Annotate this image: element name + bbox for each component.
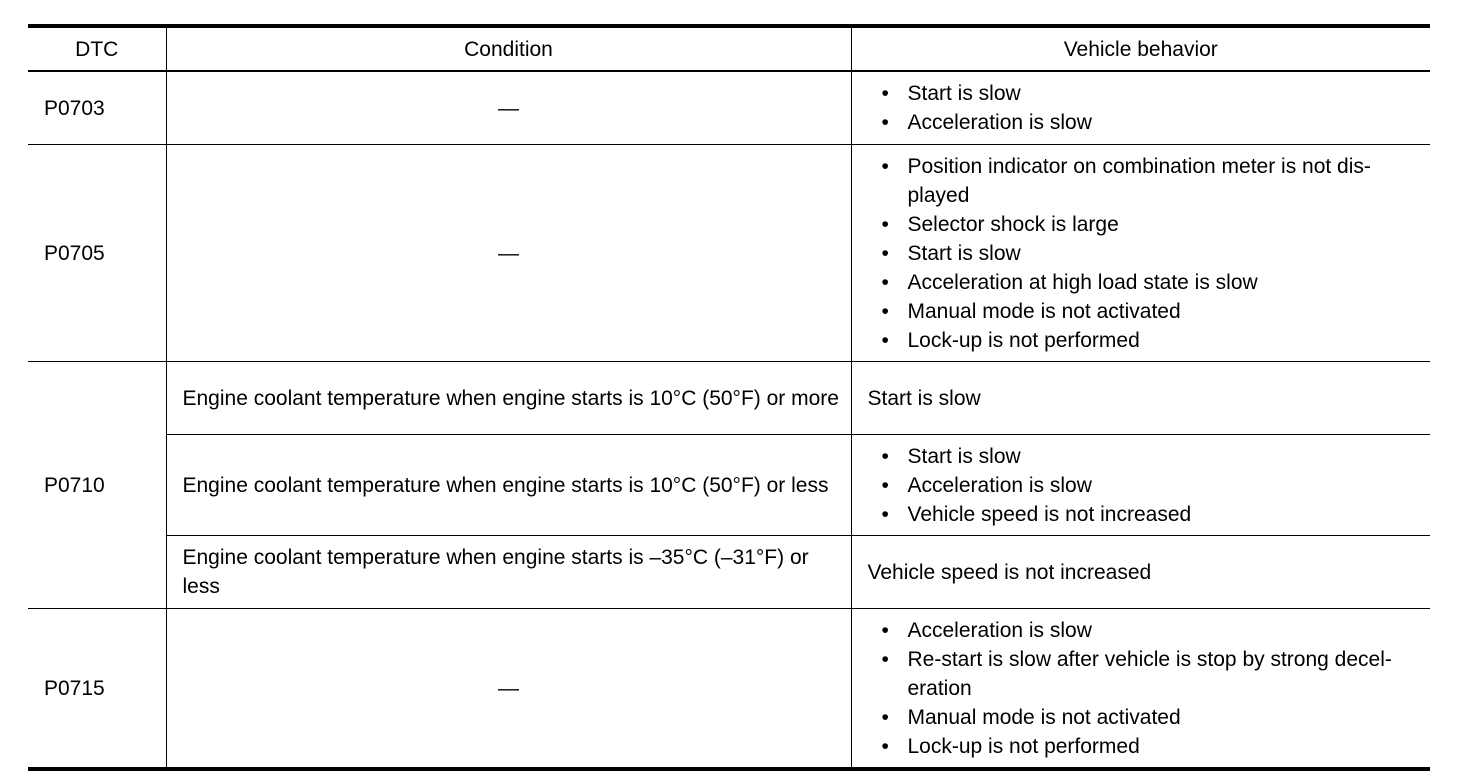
- dtc-code: P0715: [28, 609, 166, 770]
- behavior-cell: [851, 71, 1430, 145]
- list-item: • Start is slow: [908, 239, 1431, 268]
- list-item: • Vehicle speed is not increased: [908, 500, 1431, 529]
- table-row-p0715: [28, 609, 1430, 770]
- table-row-p0710-b: [28, 435, 1430, 536]
- header-condition: Condition: [166, 26, 851, 71]
- list-item: • Acceleration at high load state is slow: [908, 268, 1431, 297]
- behavior-list: [868, 79, 1431, 137]
- condition-cell: —: [166, 145, 851, 362]
- list-item: • Re-start is slow after vehicle is stop by strong decel-eration: [908, 645, 1431, 703]
- list-item: • Lock-up is not performed: [908, 326, 1431, 355]
- condition-cell: Engine coolant temperature when engine starts is 10°C (50°F) or less: [166, 435, 851, 536]
- table-row-p0705: [28, 145, 1430, 362]
- list-item: • Manual mode is not activated: [908, 703, 1431, 732]
- header-vehicle-behavior: Vehicle behavior: [851, 26, 1430, 71]
- header-dtc: DTC: [28, 26, 166, 71]
- list-item: • Acceleration is slow: [908, 108, 1431, 137]
- condition-cell: Engine coolant temperature when engine starts is 10°C (50°F) or more: [166, 362, 851, 435]
- dtc-code: P0710: [28, 362, 166, 609]
- behavior-list: [868, 152, 1431, 355]
- behavior-cell: Start is slow: [851, 362, 1430, 435]
- list-item: • Start is slow: [908, 79, 1431, 108]
- behavior-cell: [851, 609, 1430, 770]
- list-item: • Manual mode is not activated: [908, 297, 1431, 326]
- behavior-list: [868, 442, 1431, 529]
- list-item: • Acceleration is slow: [908, 616, 1431, 645]
- list-item: • Position indicator on combination meter is not dis-played: [908, 152, 1431, 210]
- behavior-cell: [851, 145, 1430, 362]
- table-row-p0703: [28, 71, 1430, 145]
- condition-cell: —: [166, 71, 851, 145]
- behavior-cell: [851, 435, 1430, 536]
- list-item: • Acceleration is slow: [908, 471, 1431, 500]
- table-row-p0710-c: [28, 536, 1430, 609]
- dtc-code: P0703: [44, 96, 105, 120]
- header-row: [28, 26, 1430, 71]
- behavior-cell: Vehicle speed is not increased: [851, 536, 1430, 609]
- behavior-list: [868, 616, 1431, 761]
- list-item: • Selector shock is large: [908, 210, 1431, 239]
- list-item: • Lock-up is not performed: [908, 732, 1431, 761]
- dtc-behavior-table: [28, 24, 1430, 771]
- list-item: • Start is slow: [908, 442, 1431, 471]
- condition-cell: —: [166, 609, 851, 770]
- table-row-p0710-a: [28, 362, 1430, 435]
- dtc-code: P0705: [28, 145, 166, 362]
- condition-cell: Engine coolant temperature when engine starts is –35°C (–31°F) or less: [166, 536, 851, 609]
